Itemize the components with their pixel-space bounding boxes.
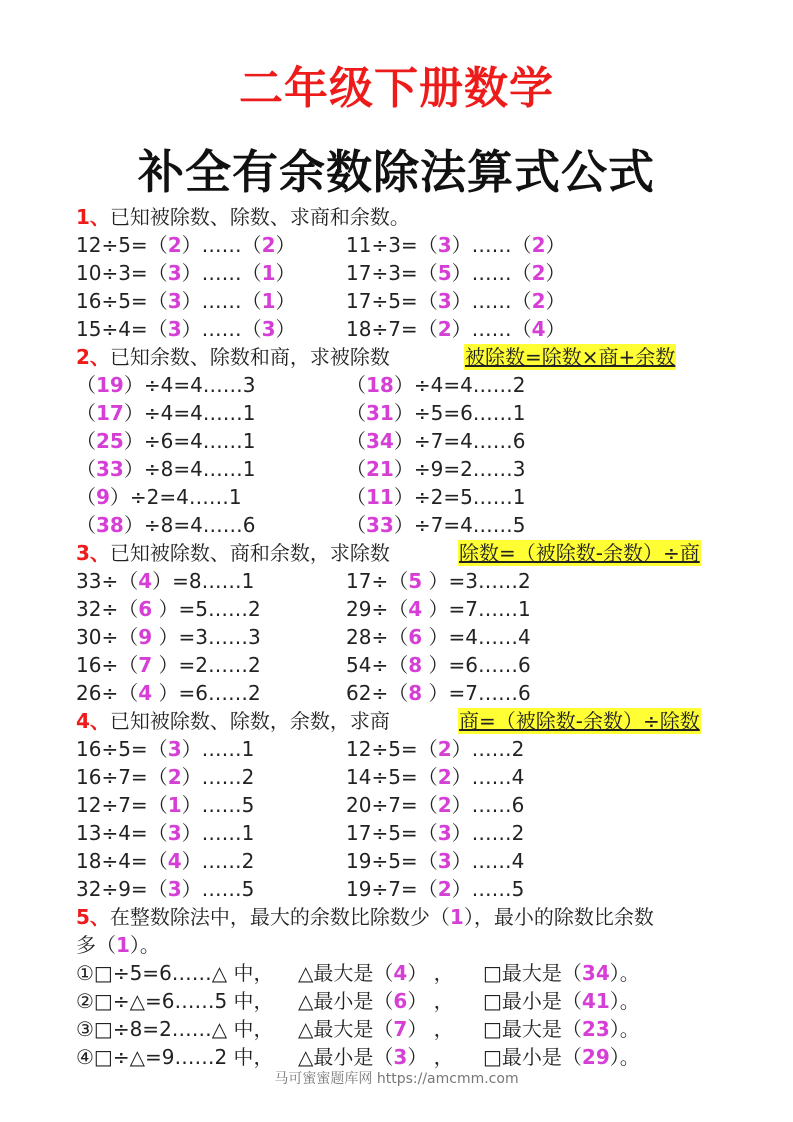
answer: 2 [437,765,452,789]
question-text: ）。 [609,961,640,985]
equation-text: ）÷4=4……3 [123,373,256,397]
equation-text: ）÷8=4……6 [123,513,256,537]
equation-text: ）……1 [181,737,255,761]
problem-part-triangle [298,1015,454,1043]
equation-text: （ [76,401,96,425]
equation-text: 33÷（ [76,569,139,593]
answer: 9 [138,625,153,649]
answer: 7 [138,653,153,677]
formula-highlight: 被除数=除数×商+余数 [465,345,676,369]
answer: 4 [393,961,408,985]
answer: 11 [366,485,394,509]
equation-text: ）……5 [181,877,255,901]
equation-text: ）……2 [181,765,255,789]
equation-text: ）÷6=4……1 [123,429,256,453]
equation-row [346,735,524,763]
answer: 17 [96,401,124,425]
equation-text: 17÷（ [346,569,409,593]
answer: 7 [393,1017,408,1041]
equation-text: 17÷5=（ [346,289,438,313]
equation-text: ） [545,289,566,313]
equation-text: ） [275,233,296,257]
answer-quotient: 3 [167,317,182,341]
equation-text: （ [346,429,366,453]
equation-text: （ [76,457,96,481]
equation-text: 11÷3=（ [346,233,438,257]
statement-text: ），最小的除数比余数 [463,905,654,929]
answer-quotient: 3 [437,233,452,257]
answer: 31 [366,401,394,425]
equation-text: ）=4……4 [422,625,531,649]
section-number: 5、 [76,905,110,929]
answer: 4 [138,569,153,593]
equation-row [346,679,531,707]
equation-row [346,315,566,343]
equation-text: 26÷（ [76,681,139,705]
equation-text: ）÷2=5……1 [393,485,526,509]
question-text: △最大是（ [298,1017,394,1041]
statement-text: 在整数除法中，最大的余数比除数少（ [109,905,450,929]
section-heading: 已知余数、除数和商，求被除数 [109,345,390,369]
answer: 2 [437,793,452,817]
equation-row [76,371,256,399]
equation-row [346,259,566,287]
answer: 3 [167,821,182,845]
equation-text: 12÷5=（ [76,233,168,257]
equation-row [346,595,531,623]
expression-text: ②□÷△=6……5 中， [76,989,274,1013]
expression-text: ④□÷△=9……2 中， [76,1045,274,1069]
answer-remainder: 1 [261,261,276,285]
question-text: ）。 [609,1017,640,1041]
equation-text: （ [346,401,366,425]
equation-text: ）……6 [451,793,525,817]
equation-text: ）……（ [451,233,532,257]
answer: 34 [581,961,610,985]
answer: 33 [96,457,124,481]
question-text: △最小是（ [298,1045,394,1069]
section-5-line2 [76,931,160,959]
equation-row [76,427,256,455]
s4-heading [76,707,390,735]
answer-remainder: 2 [531,261,546,285]
problem-part-square [483,959,640,987]
equation-text: ）=7……1 [422,597,531,621]
equation-text: ）÷7=4……6 [393,429,526,453]
equation-text: （ [76,513,96,537]
answer: 1 [167,793,182,817]
answer-quotient: 3 [167,289,182,313]
answer: 3 [167,737,182,761]
equation-text: ）=5……2 [152,597,261,621]
formula-highlight: 除数=（被除数-余数）÷商 [459,541,700,565]
answer: 33 [366,513,394,537]
answer: 6 [138,597,153,621]
equation-text: ） [545,233,566,257]
equation-text: ）……4 [451,765,525,789]
equation-text: 54÷（ [346,653,409,677]
equation-row [346,287,566,315]
answer: 4 [167,849,182,873]
question-text: ） ， [407,961,454,985]
equation-row [346,623,531,651]
answer: 21 [366,457,394,481]
equation-text: ） [275,289,296,313]
equation-text: 30÷（ [76,625,139,649]
question-text: ） ， [407,989,454,1013]
problem-part-square [483,1043,640,1071]
equation-row [346,483,526,511]
answer-remainder: 2 [261,233,276,257]
answer: 2 [167,765,182,789]
answer: 3 [167,877,182,901]
equation-row [76,231,296,259]
s2-heading [76,343,390,371]
answer: 38 [96,513,124,537]
equation-row [76,763,254,791]
footer-watermark: 马可蜜蜜题库网 https://amcmm.com [274,1071,519,1087]
question-text: ）。 [609,989,640,1013]
answer: 9 [96,485,110,509]
question-text: □最大是（ [483,961,582,985]
equation-text: ）÷5=6……1 [393,401,526,425]
answer: 4 [408,597,423,621]
equation-text: 12÷5=（ [346,737,438,761]
answer: 8 [408,653,423,677]
equation-text: 29÷（ [346,597,409,621]
equation-text: 19÷5=（ [346,849,438,873]
answer: 4 [138,681,153,705]
answer-quotient: 2 [167,233,182,257]
equation-text: ）=3……2 [422,569,531,593]
answer: 18 [366,373,394,397]
answer-remainder: 2 [531,289,546,313]
section-number: 4、 [76,709,110,733]
question-text: ） ， [407,1017,454,1041]
equation-text: ） [545,317,566,341]
answer: 23 [581,1017,610,1041]
answer: 1 [116,933,130,957]
equation-text: ）……5 [181,793,255,817]
equation-text: 32÷（ [76,597,139,621]
answer: 25 [96,429,124,453]
s3-heading [76,539,390,567]
equation-row [346,427,526,455]
statement-text: ）。 [129,933,160,957]
section-5-line1 [76,903,654,931]
equation-text: ）……4 [451,849,525,873]
equation-text: 32÷9=（ [76,877,168,901]
equation-row [76,511,256,539]
equation-row [346,763,524,791]
equation-text: 10÷3=（ [76,261,168,285]
equation-row [76,483,242,511]
answer-remainder: 2 [531,233,546,257]
problem-part-triangle [298,959,454,987]
equation-text: 17÷5=（ [346,821,438,845]
answer: 3 [393,1045,408,1069]
equation-text: ）……2 [451,821,525,845]
equation-row [346,231,566,259]
question-text: △最大是（ [298,961,394,985]
question-text: □最小是（ [483,1045,582,1069]
answer: 41 [581,989,610,1013]
formula-highlight: 商=（被除数-余数）÷除数 [459,709,700,733]
equation-text: （ [346,373,366,397]
problem-part-square [483,1015,640,1043]
question-text: ） ， [407,1045,454,1069]
answer: 6 [408,625,423,649]
answer-quotient: 5 [437,261,452,285]
equation-text: （ [76,485,96,509]
problem-expression [76,1015,274,1043]
equation-text: 18÷7=（ [346,317,438,341]
problem-part-triangle [298,1043,454,1071]
equation-row [346,455,526,483]
equation-text: ）……5 [451,877,525,901]
equation-row [76,735,254,763]
equation-row [346,511,526,539]
equation-text: ）÷8=4……1 [123,457,256,481]
equation-row [76,651,261,679]
equation-text: ）……1 [181,821,255,845]
equation-text: ）……（ [181,317,262,341]
equation-row [346,819,524,847]
statement-text: 多（ [76,933,116,957]
equation-text: （ [346,513,366,537]
equation-row [76,259,296,287]
equation-row [76,875,254,903]
expression-text: ③□÷8=2……△ 中， [76,1017,274,1041]
answer: 1 [449,905,464,929]
equation-text: （ [76,373,96,397]
equation-text: ）÷7=4……5 [393,513,526,537]
equation-text: 19÷7=（ [346,877,438,901]
answer-remainder: 1 [261,289,276,313]
answer: 19 [96,373,124,397]
answer: 29 [581,1045,610,1069]
expression-text: ①□÷5=6……△ 中， [76,961,274,985]
equation-row [76,623,261,651]
problem-expression [76,959,274,987]
equation-text: ）……2 [451,737,525,761]
equation-text: ） [275,261,296,285]
section-number: 1、 [76,205,110,229]
answer-quotient: 3 [437,289,452,313]
equation-text: 20÷7=（ [346,793,438,817]
equation-text: 62÷（ [346,681,409,705]
question-text: △最小是（ [298,989,394,1013]
section-number: 2、 [76,345,110,369]
equation-text: ）=3……3 [152,625,261,649]
equation-text: （ [346,485,366,509]
problem-part-triangle [298,987,454,1015]
answer-remainder: 4 [531,317,546,341]
answer: 5 [408,569,423,593]
equation-row [76,595,261,623]
answer: 3 [437,849,452,873]
equation-text: 28÷（ [346,625,409,649]
equation-text: ）÷9=2……3 [393,457,526,481]
answer: 6 [393,989,408,1013]
equation-text: ）……（ [451,289,532,313]
sub-title: 补全有余数除法算式公式 [138,145,655,199]
equation-text: ）=2……2 [152,653,261,677]
equation-text: ）……（ [181,233,262,257]
answer: 8 [408,681,423,705]
equation-text: ）÷2=4……1 [109,485,242,509]
equation-text: 16÷5=（ [76,289,168,313]
answer-remainder: 3 [261,317,276,341]
question-text: ）。 [609,1045,640,1069]
equation-row [76,455,256,483]
equation-text: ）……（ [451,261,532,285]
equation-text: ）=6……6 [422,653,531,677]
equation-row [76,315,296,343]
equation-row [76,567,254,595]
equation-text: ）……（ [181,261,262,285]
section-heading: 已知被除数、除数、求商和余数。 [109,205,410,229]
equation-row [346,847,524,875]
equation-text: 13÷4=（ [76,821,168,845]
equation-row [76,847,254,875]
problem-expression [76,1043,274,1071]
equation-text: 16÷7=（ [76,765,168,789]
section-number: 3、 [76,541,110,565]
answer: 2 [437,737,452,761]
equation-text: 12÷7=（ [76,793,168,817]
equation-row [346,567,531,595]
equation-text: ）÷4=4……1 [123,401,256,425]
answer: 34 [366,429,394,453]
answer-quotient: 2 [437,317,452,341]
section-1-heading [76,203,410,231]
equation-row [76,399,256,427]
answer: 3 [437,821,452,845]
equation-text: ）÷4=4……2 [393,373,526,397]
equation-text: 15÷4=（ [76,317,168,341]
equation-text: 17÷3=（ [346,261,438,285]
equation-text: 16÷5=（ [76,737,168,761]
problem-part-square [483,987,640,1015]
section-heading: 已知被除数、除数，余数，求商 [109,709,390,733]
main-title: 二年级下册数学 [239,63,554,114]
equation-text: （ [346,457,366,481]
equation-row [346,791,524,819]
equation-text: ）=7……6 [422,681,531,705]
equation-row [346,875,524,903]
equation-text: ）……（ [181,289,262,313]
equation-row [76,819,254,847]
equation-text: ） [545,261,566,285]
equation-row [76,791,254,819]
equation-row [346,399,526,427]
equation-text: 16÷（ [76,653,139,677]
equation-text: 14÷5=（ [346,765,438,789]
problem-expression [76,987,274,1015]
question-text: □最小是（ [483,989,582,1013]
equation-row [76,679,261,707]
equation-text: ）……（ [451,317,532,341]
equation-text: ）=8……1 [152,569,255,593]
equation-row [346,371,526,399]
equation-text: 18÷4=（ [76,849,168,873]
section-heading: 已知被除数、商和余数，求除数 [109,541,390,565]
answer: 2 [437,877,452,901]
equation-text: （ [76,429,96,453]
equation-text: ）=6……2 [152,681,261,705]
question-text: □最大是（ [483,1017,582,1041]
answer-quotient: 3 [167,261,182,285]
equation-text: ） [275,317,296,341]
equation-row [346,651,531,679]
equation-row [76,287,296,315]
equation-text: ）……2 [181,849,255,873]
